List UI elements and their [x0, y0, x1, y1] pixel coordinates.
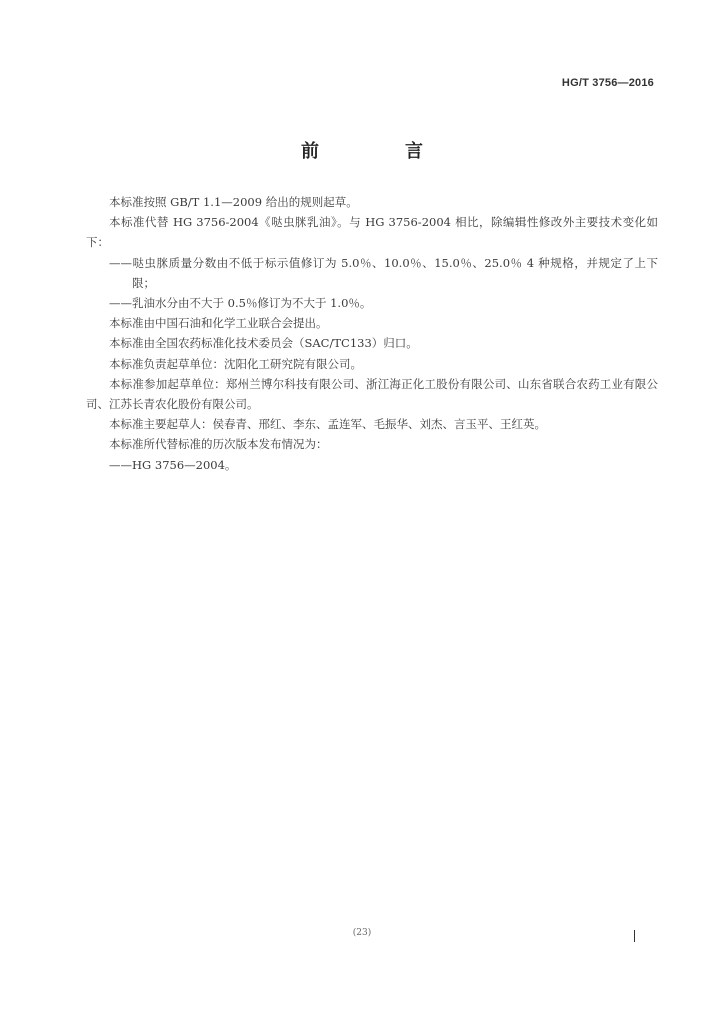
foreword-body — [86, 192, 658, 475]
page-title: 前 言 — [301, 141, 457, 162]
paragraph-main-drafters: 本标准主要起草人：侯春青、邢红、李东、孟连军、毛振华、刘杰、言玉平、王红英。 — [109, 417, 546, 432]
standard-code: HG/T 3756—2016 — [561, 77, 654, 89]
list-item-change-content: ——哒虫脒质量分数由不低于标示值修订为 5.0％、10.0％、15.0％、25.0％ 4 种规格，并规定了上下限； — [109, 255, 658, 290]
list-item-previous-version: ——HG 3756—2004。 — [109, 457, 237, 472]
page-number: (23) — [352, 928, 372, 938]
paragraph-version-history: 本标准所代替标准的历次版本发布情况为： — [109, 437, 328, 452]
list-item-change-water: ——乳油水分由不大于 0.5％修订为不大于 1.0％。 — [109, 296, 372, 311]
paragraph-participating-drafters: 本标准参加起草单位：郑州兰博尔科技有限公司、浙江海正化工股份有限公司、山东省联合农药工业有限公司、江苏长青农化股份有限公司。 — [86, 376, 658, 412]
paragraph-lead-drafter: 本标准负责起草单位：沈阳化工研究院有限公司。 — [109, 356, 362, 371]
side-mark — [634, 930, 635, 942]
paragraph-drafting-rules: 本标准按照 GB/T 1.1—2009 给出的规则起草。 — [109, 195, 358, 209]
paragraph-under-jurisdiction: 本标准由全国农药标准化技术委员会（SAC/TC133）归口。 — [109, 336, 418, 351]
paragraph-replaces: 本标准代替 HG 3756-2004《哒虫脒乳油》。与 HG 3756-2004 相比，除编辑性修改外主要技术变化如下： — [86, 215, 658, 250]
paragraph-proposed-by: 本标准由中国石油和化学工业联合会提出。 — [109, 316, 328, 331]
